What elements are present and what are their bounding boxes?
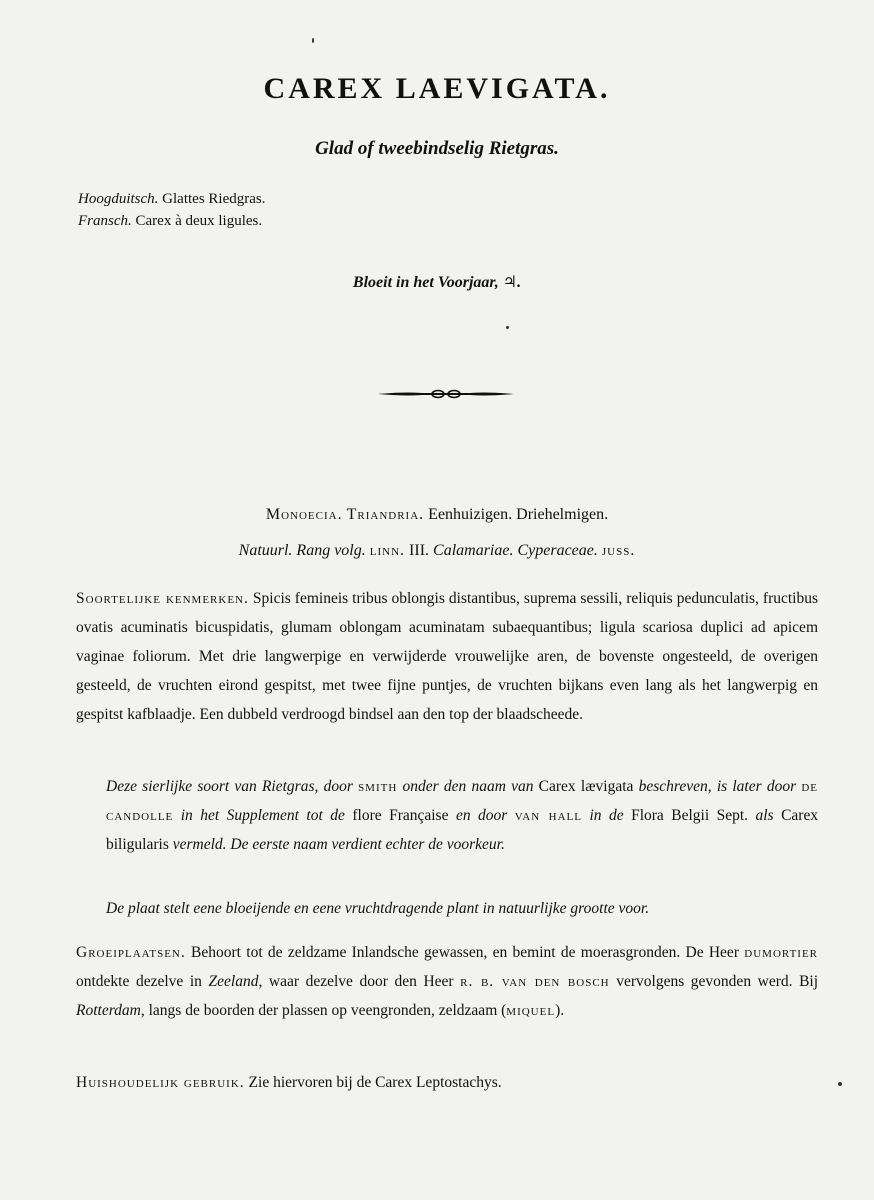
dutch-common-name: Glad of tweebindselig Rietgras. bbox=[315, 138, 559, 159]
growing-text-2: ontdekte dezelve in bbox=[76, 973, 202, 990]
plate-note: De plaat stelt eene bloeijende en eene vruchtdragende plant in natuurlijke grootte voor. bbox=[106, 900, 650, 917]
note-text-1: Deze sierlijke soort van Rietgras, door bbox=[106, 778, 353, 795]
household-use bbox=[76, 1068, 818, 1097]
name-french-language: Fransch. bbox=[78, 213, 132, 229]
household-text: Zie hiervoren bij de Carex Leptostachys. bbox=[248, 1074, 502, 1091]
ornamental-divider bbox=[378, 386, 514, 402]
rank-number: III. bbox=[409, 542, 430, 559]
note-author-vanhall: van hall bbox=[514, 807, 582, 824]
growing-text-6: ). bbox=[555, 1002, 565, 1019]
growing-text-3: , waar dezelve door den Heer bbox=[258, 973, 454, 990]
growing-places bbox=[76, 938, 818, 1025]
rank-families: Calamariae. Cyperaceae. bbox=[433, 542, 598, 559]
foreign-names bbox=[78, 188, 265, 232]
growing-place-zeeland: Zeeland bbox=[208, 973, 259, 990]
note-name-1: Carex lævigata bbox=[538, 778, 634, 795]
growing-text-1: Behoort tot de zeldzame Inlandsche gewassen, en bemint de moerasgronden. De Heer bbox=[191, 944, 739, 961]
class-triandria: Triandria. bbox=[346, 506, 425, 523]
growing-heading: Groeiplaatsen. bbox=[76, 944, 186, 961]
note-author-smith: smith bbox=[358, 778, 398, 795]
note-text-4: in het Supplement tot de bbox=[180, 807, 345, 824]
growing-author-dumortier: dumortier bbox=[744, 944, 819, 961]
name-german bbox=[78, 188, 265, 210]
note-text-7: als bbox=[755, 807, 774, 824]
natural-rank bbox=[0, 542, 874, 560]
print-speck bbox=[506, 326, 509, 329]
note-text-3: beschreven, is later door bbox=[638, 778, 797, 795]
class-monoecia: Monoecia. bbox=[265, 506, 343, 523]
flowering-season: Bloeit in het Voorjaar, ♃. bbox=[352, 274, 522, 291]
growing-text-5: , langs de boorden der plassen op veengronden, zeldzaam ( bbox=[140, 1002, 507, 1019]
note-text-5: en door bbox=[455, 807, 508, 824]
growing-author-miquel: miquel bbox=[506, 1002, 556, 1019]
growing-text-4: vervolgens gevonden werd. Bij bbox=[616, 973, 819, 990]
note-name-4: Carex biligularis bbox=[106, 807, 819, 853]
note-text-8: vermeld. De eerste naam verdient echter de voorkeur. bbox=[172, 836, 505, 853]
characteristics-heading: Soortelijke kenmerken. bbox=[76, 590, 249, 607]
household-heading: Huishoudelijk gebruik. bbox=[76, 1074, 245, 1091]
page-title: CAREX LAEVIGATA. bbox=[263, 72, 611, 105]
class-dutch: Eenhuizigen. Driehelmigen. bbox=[428, 506, 609, 523]
characteristics-text: Spicis femineis tribus oblongis distantibus, suprema sessili, reliquis pedunculatis, fructibus ovatis acuminatis bicuspidatis, glumam oblongam acuminatam subaequantibus; ligula scariosa duplici ad apicem vaginae foliorum. Met drie langwerpige en verwijderde vrouwelijke aren, de bovenste ongesteeld, de overigen gesteeld, de vruchten eirond gespitst, met twee fijne puntjes, de vruchten bijkans even lang als het langwerpig en gespitst kafblaadje. Een dubbeld verdroogd bindsel aan den top der blaadscheede. bbox=[76, 590, 819, 723]
rank-linn: linn. bbox=[369, 542, 406, 559]
classification bbox=[0, 506, 874, 524]
print-speck bbox=[838, 1082, 842, 1086]
note-text-2: onder den naam van bbox=[402, 778, 534, 795]
name-french-value: Carex à deux ligules. bbox=[135, 213, 263, 229]
note-name-3: Flora Belgii Sept. bbox=[631, 807, 749, 824]
note-author-candolle: de candolle bbox=[106, 778, 818, 824]
species-characteristics bbox=[76, 584, 818, 729]
nomenclature-note bbox=[106, 772, 818, 859]
note-text-6: in de bbox=[589, 807, 624, 824]
name-french bbox=[78, 210, 265, 232]
print-speck bbox=[312, 38, 314, 43]
rank-prefix: Natuurl. Rang volg. bbox=[238, 542, 366, 559]
note-name-2: flore Française bbox=[352, 807, 449, 824]
growing-author-bosch: r. b. van den bosch bbox=[460, 973, 610, 990]
rank-juss: juss. bbox=[601, 542, 636, 559]
name-german-value: Glattes Riedgras. bbox=[162, 191, 266, 207]
growing-place-rotterdam: Rotterdam bbox=[76, 1002, 141, 1019]
name-german-language: Hoogduitsch. bbox=[78, 191, 159, 207]
